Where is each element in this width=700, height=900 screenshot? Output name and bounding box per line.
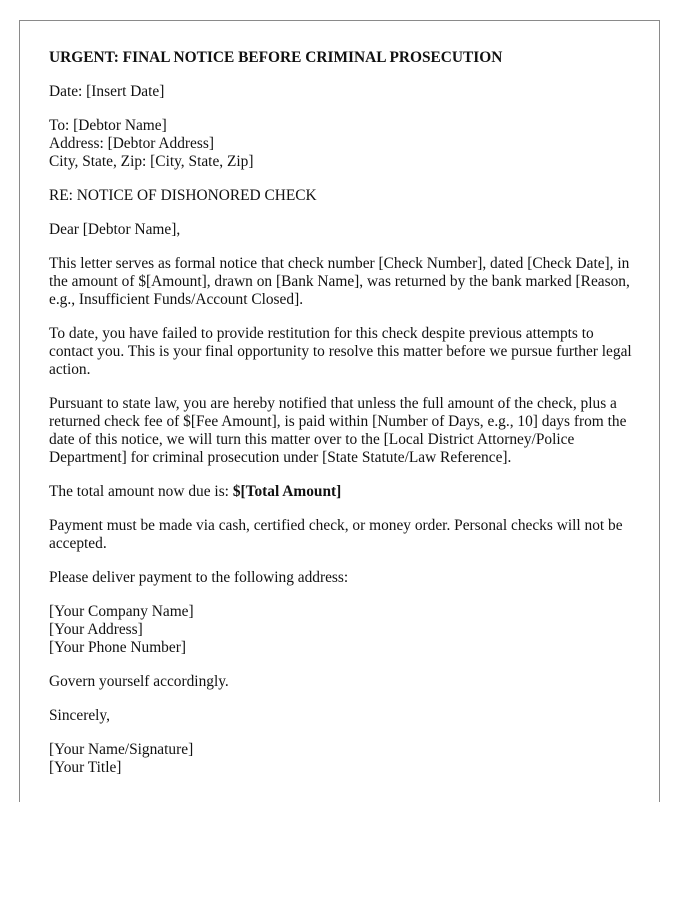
valediction: Sincerely, <box>49 707 110 724</box>
sender-address-block <box>49 603 639 657</box>
recipient-city-state-zip: City, State, Zip: [City, State, Zip] <box>49 153 254 170</box>
salutation: Dear [Debtor Name], <box>49 221 181 238</box>
letter-body <box>49 49 639 793</box>
amount-due-label: The total amount now due is: <box>49 483 233 500</box>
paragraph-legal-warning: Pursuant to state law, you are hereby notified that unless the full amount of the check, plus a returned check fee of $[Fee Amount], is paid within [Number of Days, e.g., 10] days from the date of this notice, we will turn this matter over to the [Local District Attorney/Police Department] for criminal prosecution under [State Statute/Law Reference]. <box>49 395 627 466</box>
sender-company: [Your Company Name] <box>49 603 194 620</box>
recipient-name: To: [Debtor Name] <box>49 117 167 134</box>
re-line: RE: NOTICE OF DISHONORED CHECK <box>49 187 317 204</box>
letter-title: URGENT: FINAL NOTICE BEFORE CRIMINAL PROSECUTION <box>49 49 503 66</box>
paragraph-restitution: To date, you have failed to provide restitution for this check despite previous attempts to contact you. This is your final opportunity to resolve this matter before we pursue further legal action. <box>49 325 632 378</box>
paragraph-payment-method: Payment must be made via cash, certified check, or money order. Personal checks will not be accepted. <box>49 517 623 552</box>
signature-name: [Your Name/Signature] <box>49 741 194 758</box>
sender-phone: [Your Phone Number] <box>49 639 186 656</box>
recipient-address: Address: [Debtor Address] <box>49 135 214 152</box>
date-line: Date: [Insert Date] <box>49 83 165 100</box>
amount-due-value: $[Total Amount] <box>232 483 342 500</box>
recipient-block <box>49 117 639 171</box>
sender-address: [Your Address] <box>49 621 143 638</box>
amount-due-line <box>49 483 639 501</box>
signature-block <box>49 741 639 777</box>
paragraph-delivery: Please deliver payment to the following address: <box>49 569 349 586</box>
signature-title: [Your Title] <box>49 759 122 776</box>
paragraph-notice: This letter serves as formal notice that check number [Check Number], dated [Check Date], in the amount of $[Amount], drawn on [Bank Name], was returned by the bank marked [Reason, e.g., Insufficient Funds/Account Closed]. <box>49 255 630 308</box>
closing-remark: Govern yourself accordingly. <box>49 673 229 690</box>
letter-page <box>19 20 660 802</box>
